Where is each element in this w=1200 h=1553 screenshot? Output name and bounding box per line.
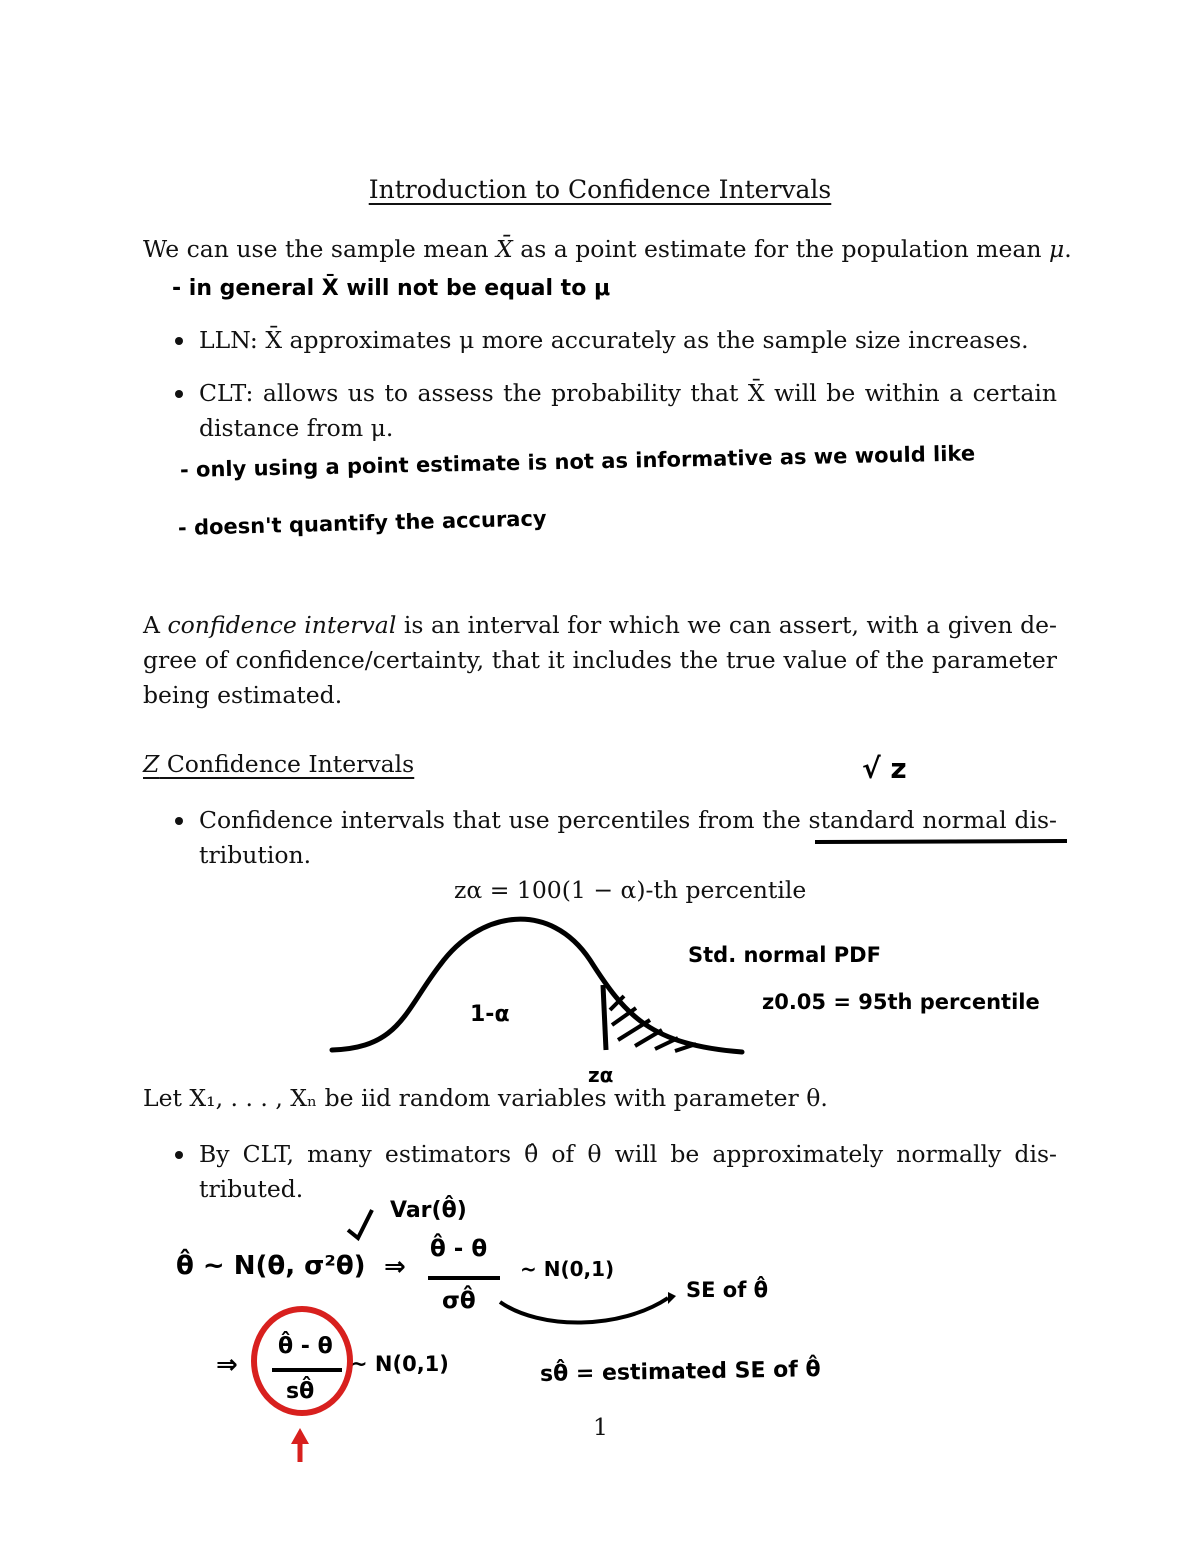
handwritten-frac1-numerator: θ̂ - θ	[430, 1236, 488, 1262]
handwritten-frac2-numerator: θ̂ - θ	[278, 1334, 333, 1359]
handwritten-note-3: - doesn't quantify the accuracy	[177, 506, 547, 540]
red-arrow-head	[291, 1428, 309, 1444]
curved-arrow-head	[668, 1292, 676, 1304]
handwritten-note-2: - only using a point estimate is not as informative as we would like	[179, 441, 976, 482]
curved-arrow	[500, 1298, 668, 1323]
handwritten-s-theta: sθ̂ = estimated SE of θ̂	[539, 1357, 821, 1387]
page-number: 1	[593, 1413, 608, 1441]
handwritten-z-alpha: zα	[588, 1063, 614, 1087]
iid-sentence: Let X₁, . . . , Xₙ be iid random variables with parameter θ.	[143, 1084, 828, 1112]
clt-estimator-line1: By CLT, many estimators θ̂ of θ will be approximately normally dis-	[199, 1140, 1057, 1168]
definition-line2: gree of confidence/certainty, that it includes the true value of the parameter	[143, 646, 1057, 674]
xbar-symbol: X̄	[496, 235, 513, 263]
handwritten-frac1-denominator: σθ̂	[442, 1288, 476, 1314]
check-arrow	[348, 1210, 372, 1238]
handwritten-implies-2: ⇒	[216, 1350, 238, 1380]
normal-curve	[332, 919, 742, 1052]
handwritten-theta-dist: θ̂ ~ N(θ, σ²θ)	[176, 1251, 366, 1281]
clt-estimator-line2: tributed.	[199, 1175, 304, 1203]
underline-stroke	[815, 841, 1067, 842]
intro-pre: We can use the sample mean	[143, 235, 497, 263]
definition-line3: being estimated.	[143, 681, 343, 709]
handwritten-note-1: - in general X̄ will not be equal to μ	[172, 276, 611, 301]
handwritten-approx-normal-1: ~ N(0,1)	[520, 1257, 615, 1281]
handwritten-frac2-denominator: sθ̂	[286, 1379, 315, 1404]
section-z: Z	[143, 750, 160, 778]
clt-bullet-line2: distance from μ.	[199, 414, 394, 442]
page-title: Introduction to Confidence Intervals	[368, 175, 832, 204]
intro-mid: as a point estimate for the population mean	[512, 235, 1049, 263]
handwritten-var: Var(θ̂)	[390, 1198, 467, 1223]
definition-line1-rest: is an interval for which we can assert, with a given de-	[396, 611, 1058, 639]
percentile-formula: zα = 100(1 − α)-th percentile	[454, 876, 807, 904]
red-circle	[254, 1309, 350, 1413]
intro-post: .	[1064, 235, 1072, 263]
definition-term: confidence interval	[167, 611, 397, 639]
mu-symbol: μ	[1048, 235, 1065, 263]
z-alpha-line	[603, 985, 606, 1050]
section-heading-text: Confidence Intervals	[159, 750, 415, 778]
handwritten-check-z: √ z	[862, 752, 907, 785]
lln-bullet: LLN: X̄ approximates μ more accurately as the sample size increases.	[199, 326, 1029, 354]
handwritten-z005: z0.05 = 95th percentile	[762, 990, 1040, 1014]
handwritten-se-of: SE of θ̂	[686, 1278, 769, 1302]
handwritten-std-normal-pdf: Std. normal PDF	[688, 943, 881, 967]
section-bullet-line1: Confidence intervals that use percentiles from the standard normal dis-	[199, 806, 1057, 834]
section-bullet-line2: tribution.	[199, 841, 312, 869]
handwritten-approx-normal-2: ~ N(0,1)	[350, 1352, 449, 1376]
handwritten-one-minus-alpha: 1-α	[470, 1002, 510, 1027]
handwritten-implies-1: ⇒	[384, 1252, 406, 1282]
definition-a: A	[143, 611, 168, 639]
clt-bullet-line1: CLT: allows us to assess the probability that X̄ will be within a certain	[199, 379, 1057, 407]
